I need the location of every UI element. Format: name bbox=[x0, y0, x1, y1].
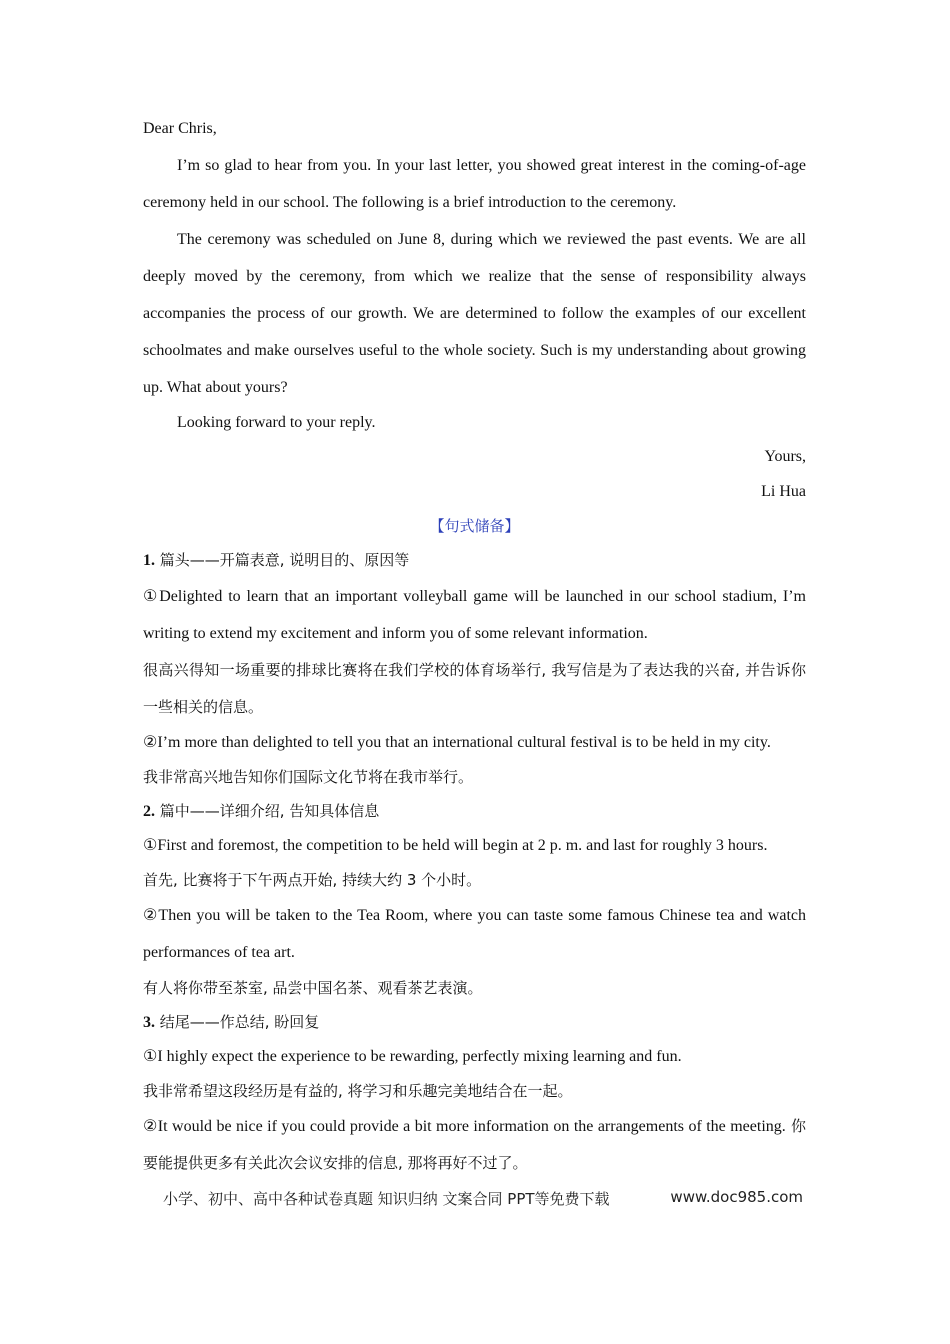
example-en: ②I’m more than delighted to tell you that an international cultural festival is to be held in my city. bbox=[143, 734, 771, 751]
document-body bbox=[143, 110, 806, 1182]
example-cn: 有人将你带至茶室, 品尝中国名茶、观看茶艺表演。 bbox=[143, 979, 483, 997]
example-en: ②Then you will be taken to the Tea Room, where you can taste some famous Chinese tea and watch performances of tea art. bbox=[143, 907, 806, 961]
example-en: ②It would be nice if you could provide a bit more information on the arrangements of the meeting. bbox=[143, 1118, 786, 1135]
example-cn: 很高兴得知一场重要的排球比赛将在我们学校的体育场举行, 我写信是为了表达我的兴奋, 并告诉你一些相关的信息。 bbox=[143, 661, 806, 716]
sentence-reserve-heading: 【句式储备】 bbox=[429, 517, 520, 535]
letter-salutation: Dear Chris, bbox=[143, 120, 217, 137]
letter-paragraph-2: The ceremony was scheduled on June 8, during which we reviewed the past events. We are all deeply moved by the ceremony, from which we realize that the sense of responsibility always accompanies the process of our growth. We are determined to follow the examples of our excellent schoolmates and make ourselves useful to the whole society. Such is my understanding about growing up. What about yours? bbox=[143, 231, 806, 396]
footer-promo-text: 小学、初中、高中各种试卷真题 知识归纳 文案合同 PPT等免费下载 bbox=[163, 1190, 610, 1208]
letter-closing: Yours, bbox=[764, 448, 806, 465]
example-cn: 首先, 比赛将于下午两点开始, 持续大约 3 个小时。 bbox=[143, 871, 482, 889]
section-number: 1. bbox=[143, 552, 155, 569]
example-cn: 我非常高兴地告知你们国际文化节将在我市举行。 bbox=[143, 768, 474, 786]
section-title-text: 篇头——开篇表意, 说明目的、原因等 bbox=[155, 551, 410, 569]
section-title-2 bbox=[143, 794, 806, 829]
page-footer bbox=[163, 1188, 803, 1209]
example-en: ①I highly expect the experience to be rewarding, perfectly mixing learning and fun. bbox=[143, 1048, 682, 1065]
example-en: ①Delighted to learn that an important volleyball game will be launched in our school stadium, I’m writing to extend my excitement and inform you of some relevant information. bbox=[143, 588, 806, 642]
example-cn: 你要能提供更多有关此次会议安排的信息, 那将再好不过了。 bbox=[143, 1117, 806, 1172]
example-combined bbox=[143, 1108, 806, 1182]
letter-paragraph-3: Looking forward to your reply. bbox=[177, 414, 376, 431]
example-cn: 我非常希望这段经历是有益的, 将学习和乐趣完美地结合在一起。 bbox=[143, 1082, 573, 1100]
letter-paragraph-1: I’m so glad to hear from you. In your last letter, you showed great interest in the coming-of-age ceremony held in our school. The following is a brief introduction to the ceremony. bbox=[143, 157, 806, 211]
section-title-3 bbox=[143, 1005, 806, 1040]
section-title-1 bbox=[143, 543, 806, 578]
section-number: 3. bbox=[143, 1014, 155, 1031]
example-en: ①First and foremost, the competition to be held will begin at 2 p. m. and last for roughly 3 hours. bbox=[143, 837, 768, 854]
letter-signature: Li Hua bbox=[761, 483, 806, 500]
section-title-text: 结尾——作总结, 盼回复 bbox=[155, 1013, 320, 1031]
section-number: 2. bbox=[143, 803, 155, 820]
footer-website-link[interactable]: www.doc985.com bbox=[670, 1188, 803, 1206]
section-title-text: 篇中——详细介绍, 告知具体信息 bbox=[155, 802, 380, 820]
